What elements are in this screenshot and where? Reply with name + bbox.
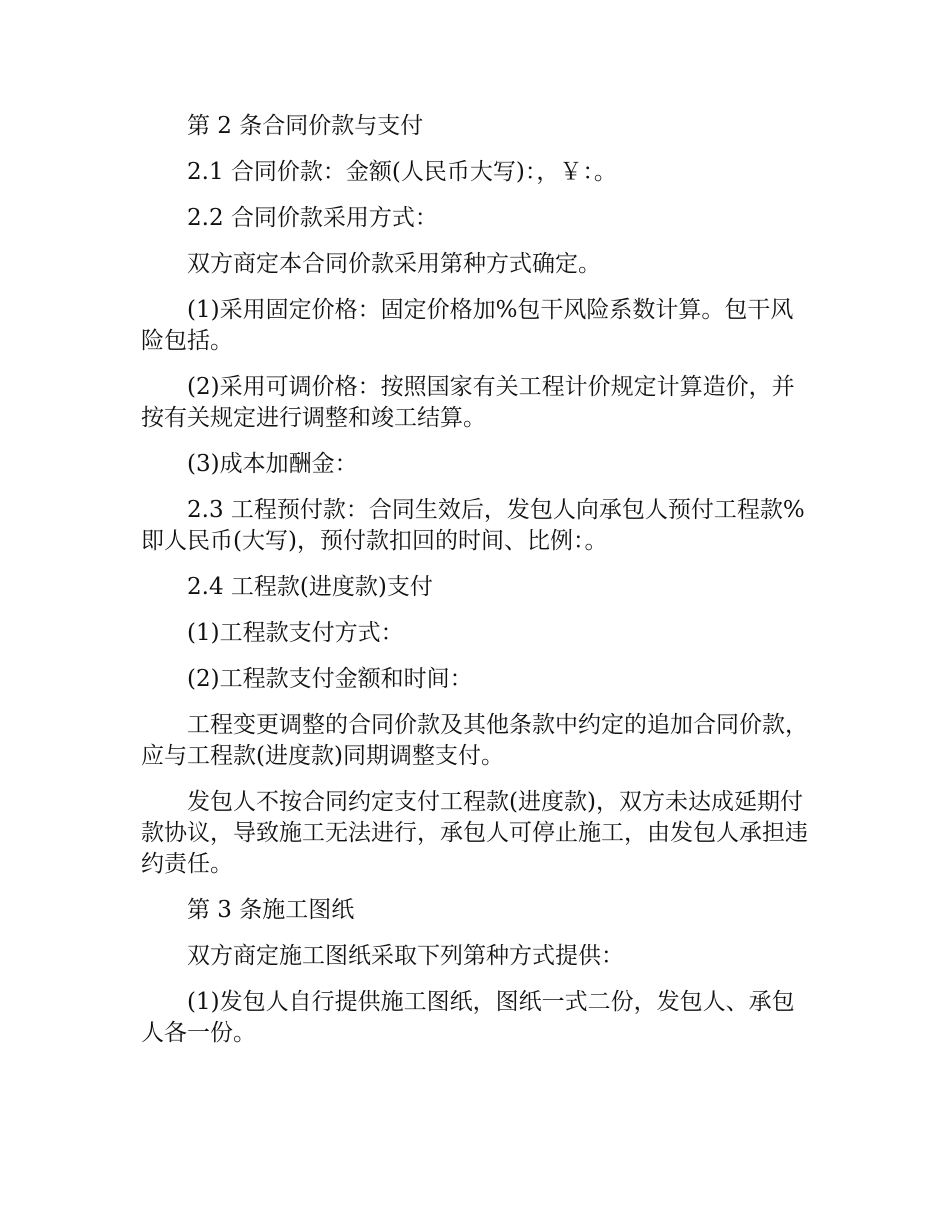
clause-2-3-advance-payment: 2.3 工程预付款：合同生效后，发包人向承包人预付工程款%即人民币(大写)，预付款扣回的时间、比例：。 <box>141 497 805 554</box>
payment-amount-time-item: (2)工程款支付金额和时间： <box>187 666 473 692</box>
adjustable-price-option: (2)采用可调价格：按照国家有关工程计价规定计算造价，并按有关规定进行调整和竣工结算。 <box>141 374 795 431</box>
clause-2-4-progress-payment: 2.4 工程款(进度款)支付 <box>187 574 433 600</box>
cost-plus-option: (3)成本加酬金： <box>187 451 358 477</box>
article-3-heading: 第 3 条施工图纸 <box>187 897 355 923</box>
variation-adjustment-paragraph: 工程变更调整的合同价款及其他条款中约定的追加合同价款，应与工程款(进度款)同期调整支付。 <box>141 712 808 769</box>
fixed-price-option: (1)采用固定价格：固定价格加%包干风险系数计算。包干风险包括。 <box>141 297 794 354</box>
payment-method-item: (1)工程款支付方式： <box>187 620 404 646</box>
late-payment-paragraph: 发包人不按合同约定支付工程款(进度款)，双方未达成延期付款协议，导致施工无法进行，承包人可停止施工，由发包人承担违约责任。 <box>141 789 808 877</box>
clause-2-2-price-method: 2.2 合同价款采用方式： <box>187 205 438 231</box>
drawings-method-agreement: 双方商定施工图纸采取下列第种方式提供： <box>187 943 624 969</box>
clause-2-1-contract-price: 2.1 合同价款：金额(人民币大写)：，￥：。 <box>187 159 617 185</box>
article-2-heading: 第 2 条合同价款与支付 <box>187 113 424 139</box>
document-body <box>141 111 813 1064</box>
drawings-option-1: (1)发包人自行提供施工图纸，图纸一式二份，发包人、承包人各一份。 <box>141 989 795 1046</box>
price-method-agreement: 双方商定本合同价款采用第种方式确定。 <box>187 251 601 277</box>
